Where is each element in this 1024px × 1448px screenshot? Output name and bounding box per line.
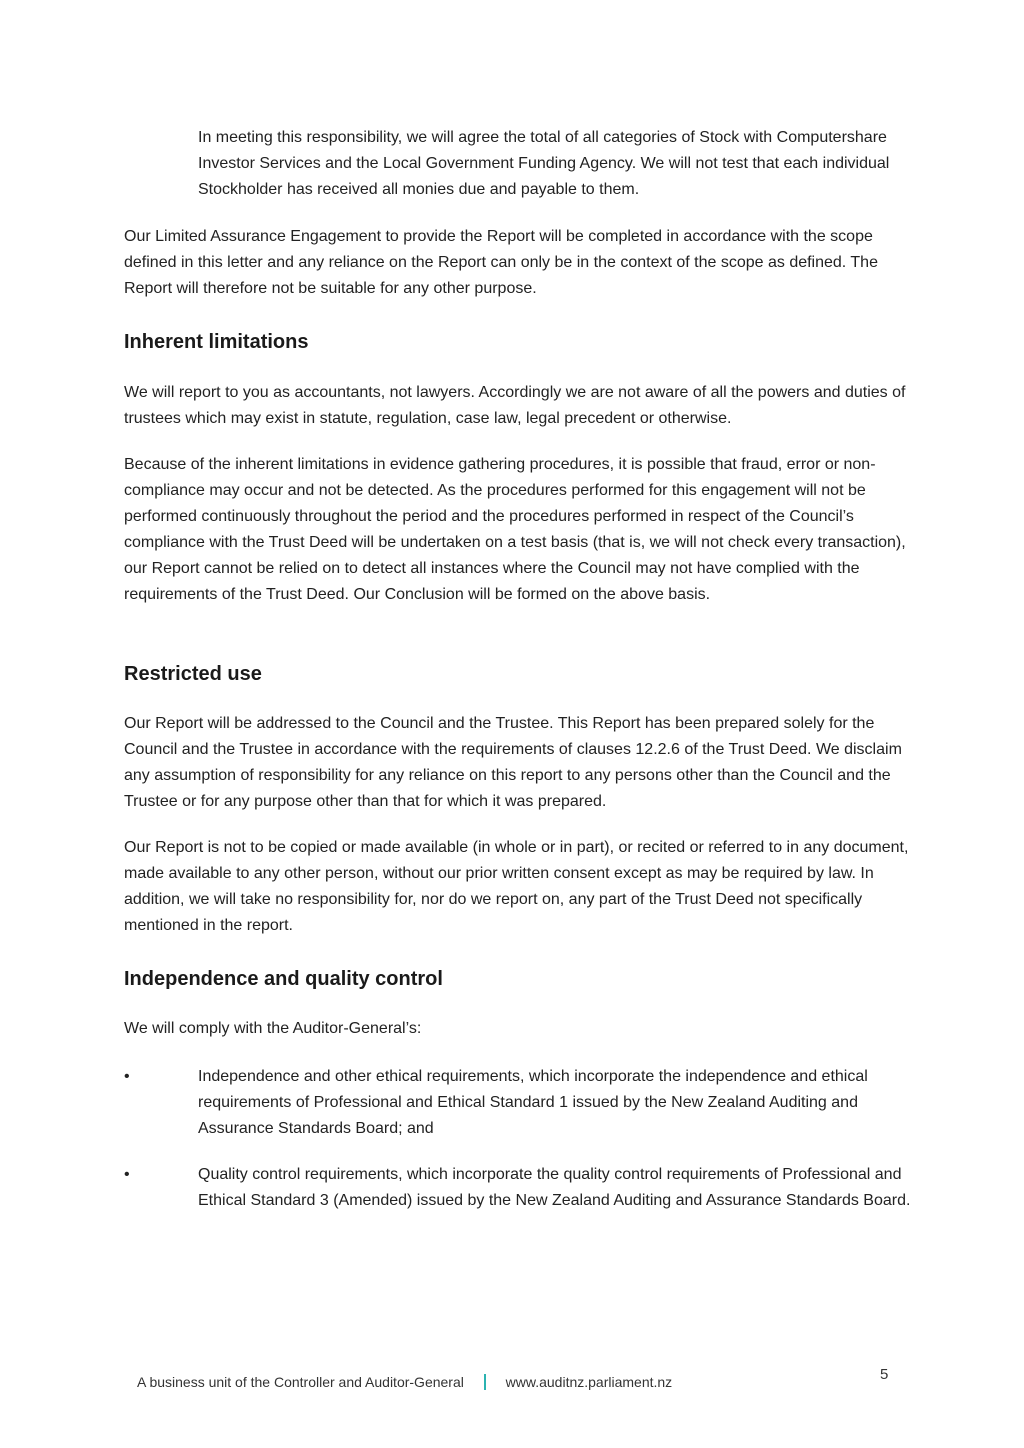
inherent-paragraph-2: Because of the inherent limitations in evidence gathering procedures, it is possible that fraud, error or non-compliance may occur and not be detected. As the procedures performed for this engagement will not be performed continuously throughout the period and the procedures performed in respect of the Council’s compliance with the Trust Deed will be undertaken on a test basis (that is, we will not check every transaction), our Report cannot be relied on to detect all instances where the Council may not have complied with the requirements of the Trust Deed. Our Conclusion will be formed on the above basis. xyxy=(124,456,906,603)
indented-paragraph: In meeting this responsibility, we will agree the total of all categories of Stock with Computershare Investor Services and the Local Government Funding Agency. We will not test that each individual Stockholder has received all monies due and payable to them. xyxy=(198,129,890,198)
list-item-text: Quality control requirements, which incorporate the quality control requirements of Professional and Ethical Standard 3 (Amended) issued by the New Zealand Auditing and Assurance Standards Board. xyxy=(198,1166,911,1209)
restricted-paragraph-1: Our Report will be addressed to the Council and the Trustee. This Report has been prepared solely for the Council and the Trustee in accordance with the requirements of clauses 12.2.6 of the Trust Deed. We disclaim any assumption of responsibility for any reliance on this report to any persons other than the Council and the Trustee or for any purpose other than that for which it was prepared. xyxy=(124,715,902,810)
list-item-text: Independence and other ethical requirements, which incorporate the independence and ethical requirements of Professional and Ethical Standard 1 issued by the New Zealand Auditing and Assurance Standards Board; and xyxy=(198,1068,868,1137)
page-number: 5 xyxy=(880,1366,889,1383)
bullet-icon: • xyxy=(124,1068,130,1085)
heading-inherent-limitations: Inherent limitations xyxy=(124,331,309,353)
footer-url: www.auditnz.parliament.nz xyxy=(505,1374,673,1390)
footer-org-text: A business unit of the Controller and Auditor-General xyxy=(137,1374,464,1390)
independence-intro: We will comply with the Auditor-General’s: xyxy=(124,1020,422,1037)
page-footer xyxy=(137,1374,672,1390)
restricted-paragraph-2: Our Report is not to be copied or made available (in whole or in part), or recited or referred to in any document, made available to any other person, without our prior written consent except as may be required by law. In addition, we will take no responsibility for, nor do we report on, any part of the Trust Deed not specifically mentioned in the report. xyxy=(124,839,909,934)
heading-restricted-use: Restricted use xyxy=(124,663,262,685)
footer-separator xyxy=(484,1374,486,1390)
inherent-paragraph-1: We will report to you as accountants, not lawyers. Accordingly we are not aware of all the powers and duties of trustees which may exist in statute, regulation, case law, legal precedent or otherwise. xyxy=(124,384,906,427)
bullet-icon: • xyxy=(124,1166,130,1183)
heading-independence-quality-control: Independence and quality control xyxy=(124,968,443,990)
scope-paragraph: Our Limited Assurance Engagement to provide the Report will be completed in accordance with the scope defined in this letter and any reliance on the Report can only be in the context of the scope as defined. The Report will therefore not be suitable for any other purpose. xyxy=(124,228,878,297)
